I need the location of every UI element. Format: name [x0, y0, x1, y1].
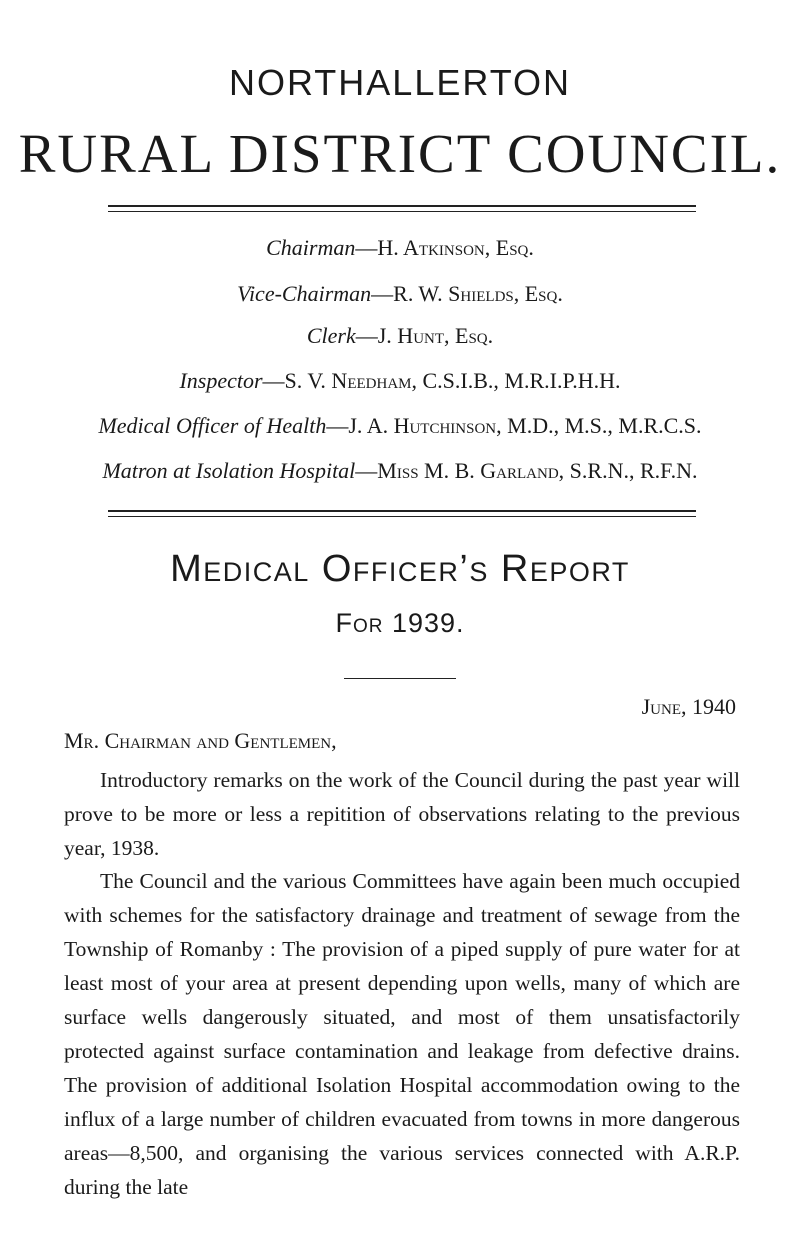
officer-role: Clerk [306, 323, 356, 348]
dash: — [355, 323, 378, 348]
officer-medical-officer [0, 413, 800, 439]
officer-matron [0, 458, 800, 484]
council-heading: RURAL DISTRICT COUNCIL. [18, 123, 782, 184]
officer-name: J. Hunt, Esq. [377, 323, 494, 348]
report-title: Medical Officer’s Report [170, 548, 630, 590]
officer-vice-chairman [0, 281, 800, 307]
officer-name: J. A. Hutchinson, M.D., M.S., M.R.C.S. [348, 413, 702, 438]
letter-salutation: Mr. Chairman and Gentlemen, [64, 728, 337, 753]
dash: — [355, 235, 378, 260]
officer-name: H. Atkinson, Esq. [377, 235, 534, 260]
officer-role: Medical Officer of Health [98, 413, 327, 438]
double-rule-top [108, 205, 696, 212]
dash: — [326, 413, 349, 438]
officer-name: Miss M. B. Garland, S.R.N., R.F.N. [377, 458, 698, 483]
officer-name: S. V. Needham, C.S.I.B., M.R.I.P.H.H. [284, 368, 621, 393]
report-year: For 1939. [335, 608, 465, 638]
officer-chairman [0, 235, 800, 261]
short-divider [344, 678, 456, 679]
double-rule-bottom [108, 510, 696, 517]
dash: — [371, 281, 394, 306]
dash: — [262, 368, 285, 393]
officer-role: Matron at Isolation Hospital [102, 458, 356, 483]
body-paragraph-1: Introductory remarks on the work of the Council during the past year will prove to be more or less a repitition of observations relating to the previous year, 1938. [64, 768, 740, 860]
officer-inspector [0, 368, 800, 394]
officer-name: R. W. Shields, Esq. [393, 281, 563, 306]
town-heading: NORTHALLERTON [228, 62, 572, 103]
officer-role: Vice-Chairman [237, 281, 372, 306]
body-paragraph-2: The Council and the various Committees have again been much occupied with schemes for the satisfactory drainage and treatment of sewage from the Township of Romanby : The provision of a piped supply of pure water for at least most of your area at present depending upon wells, many of which are surface wells dangerously situated, and most of them unsatisfactorily protected against surface contamination and leakage from defective drains. The provision of additional Isolation Hospital accommodation owing to the influx of a large number of children evacuated from towns in more dangerous areas—8,500, and organising the various services connected with A.R.P. during the late [64, 869, 740, 1199]
officer-clerk [0, 323, 800, 349]
dash: — [355, 458, 378, 483]
letter-date: June, 1940 [641, 694, 736, 719]
officer-role: Inspector [179, 368, 263, 393]
officer-role: Chairman [266, 235, 356, 260]
